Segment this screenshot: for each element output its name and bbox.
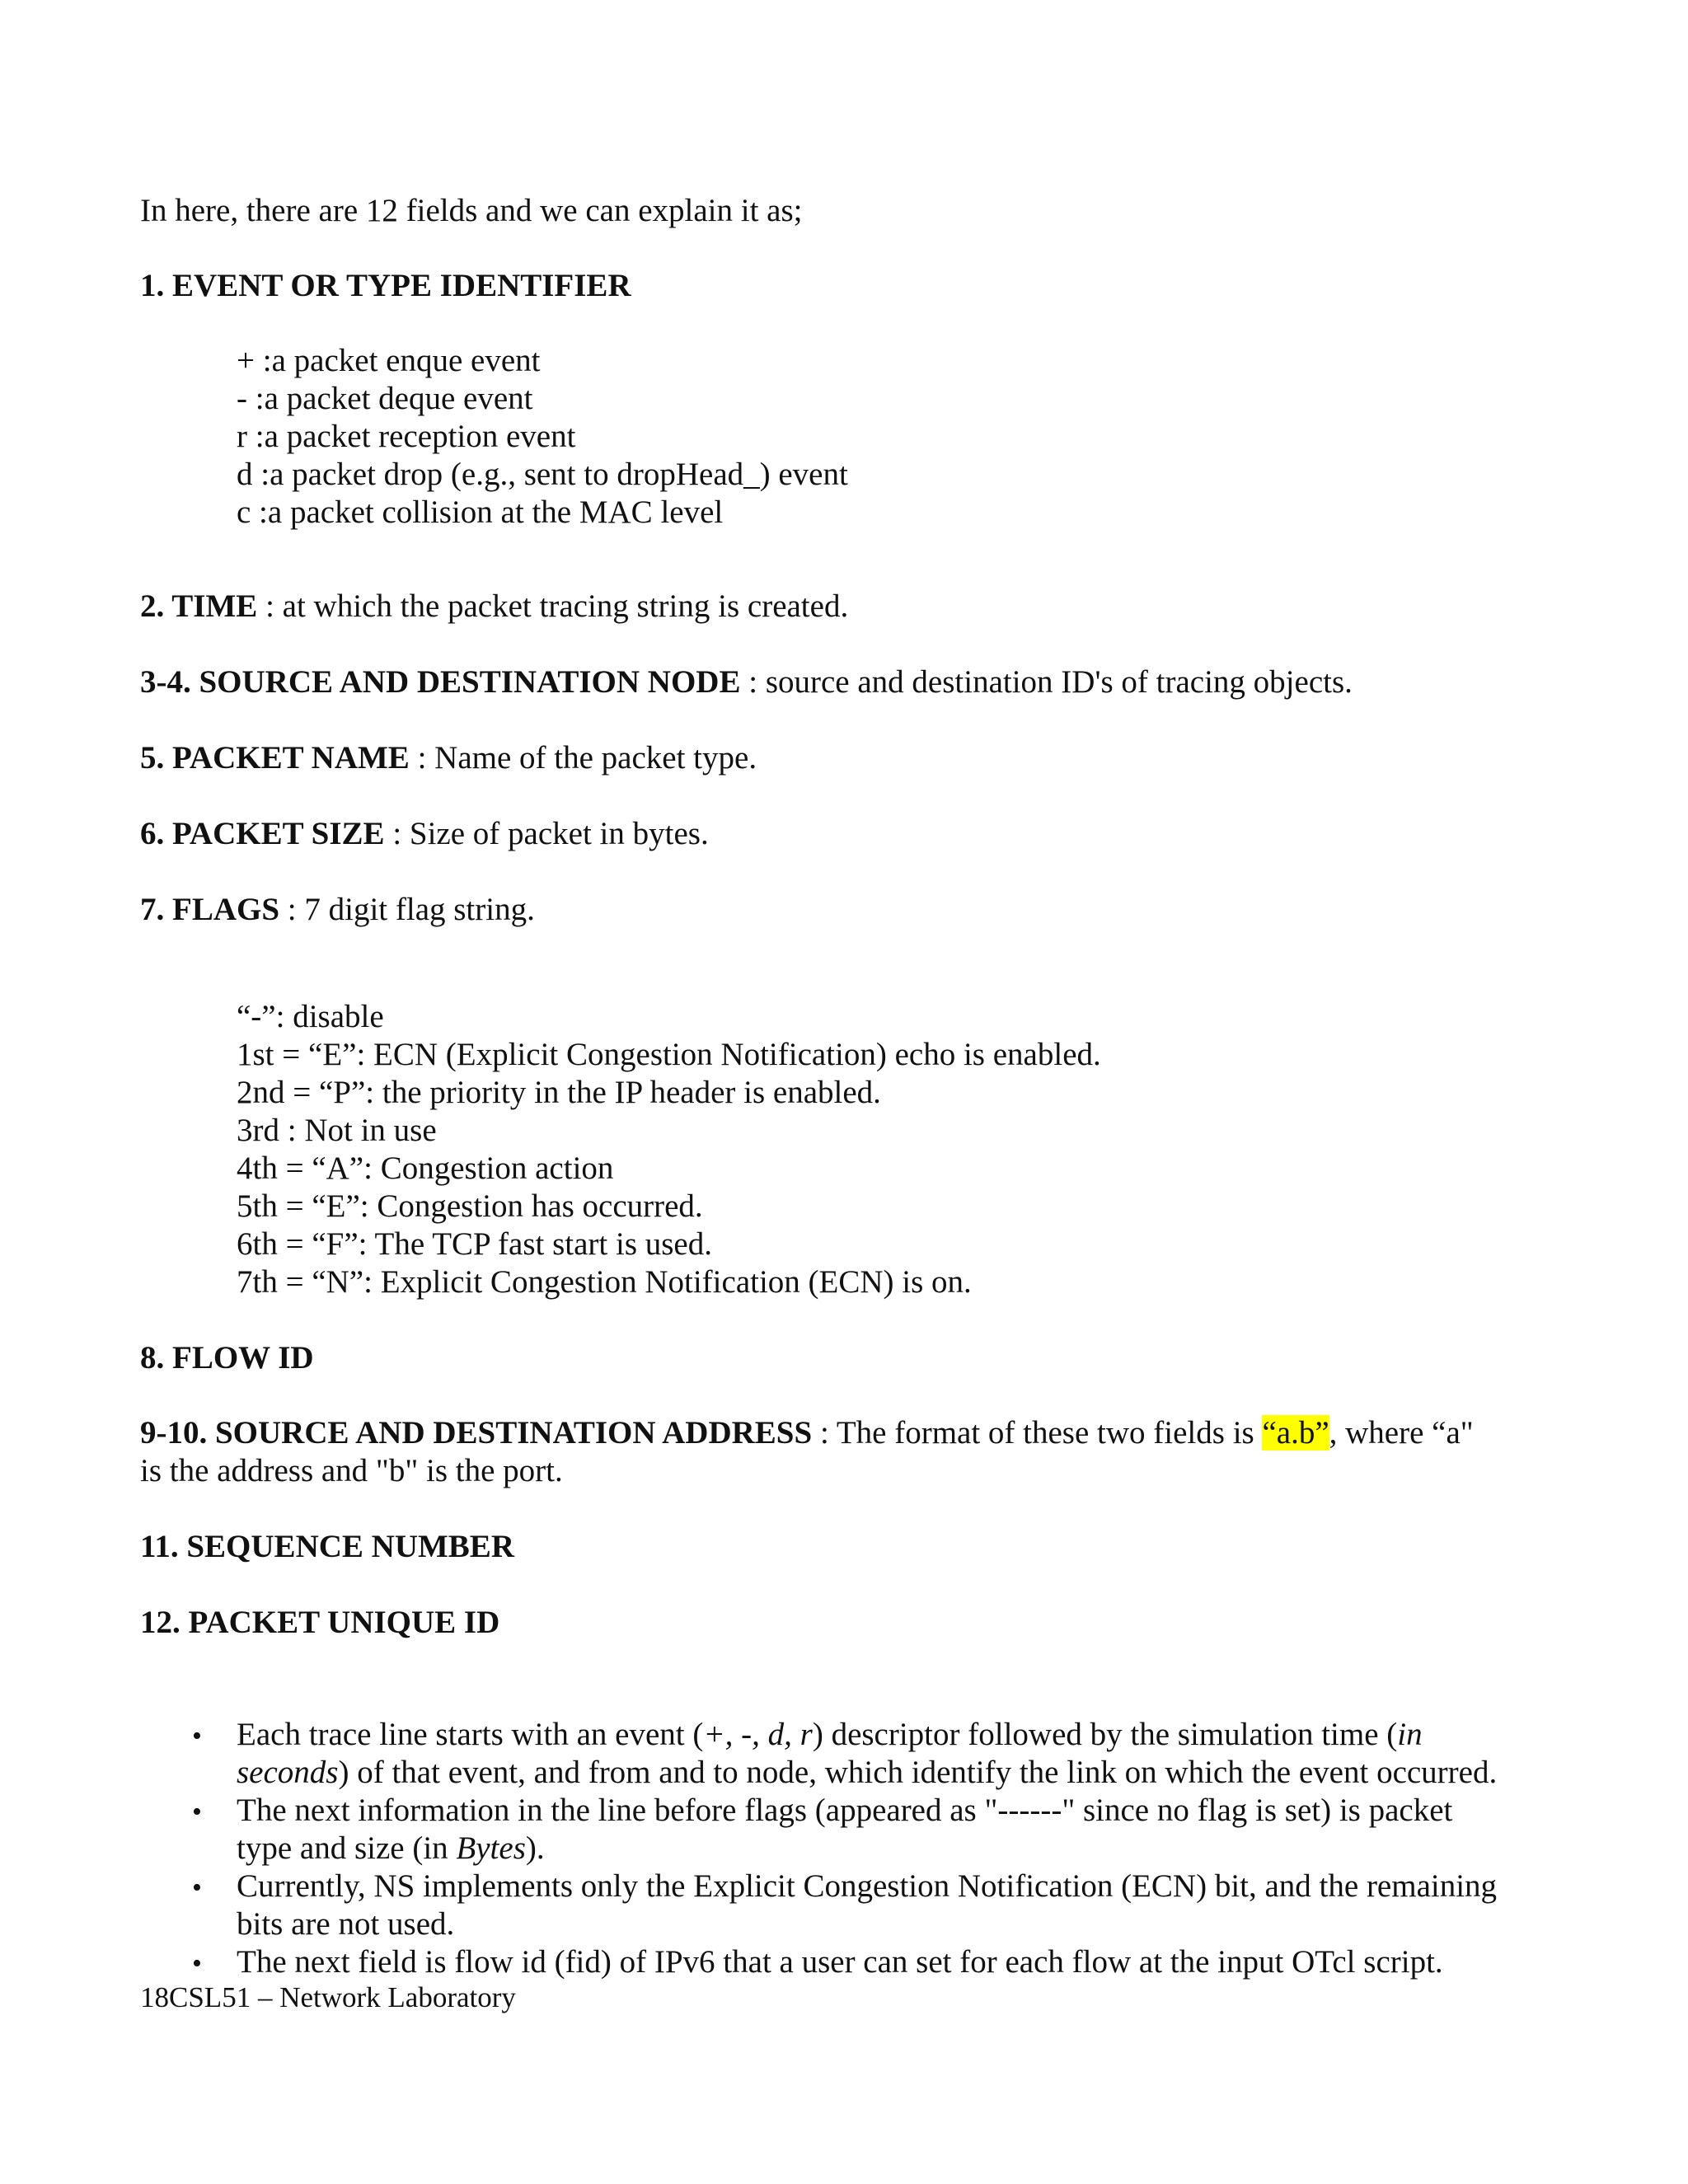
section-12: 12. PACKET UNIQUE ID (140, 1605, 500, 1640)
section-3-4: 3-4. SOURCE AND DESTINATION NODE : source and destination ID's of tracing objects. (140, 664, 1353, 700)
bullet-4-line1: The next field is flow id (fid) of IPv6 that a user can set for each flow at the input OTcl script. (237, 1944, 1443, 1980)
section-6: 6. PACKET SIZE : Size of packet in bytes. (140, 816, 709, 851)
section-7: 7. FLAGS : 7 digit flag string. (140, 892, 535, 927)
bullet-icon: • (192, 1797, 202, 1827)
bullet-3-line1: Currently, NS implements only the Explicit Congestion Notification (ECN) bit, and the remaining (237, 1868, 1498, 1904)
intro-text: In here, there are 12 fields and we can explain it as; (140, 193, 803, 228)
highlight-ab: “a.b” (1262, 1415, 1329, 1451)
bullet-2-line1: The next information in the line before flags (appeared as "------" since no flag is set) is packet (237, 1793, 1453, 1828)
flag-5th: 5th = “E”: Congestion has occurred. (237, 1188, 703, 1224)
section-2: 2. TIME : at which the packet tracing string is created. (140, 588, 849, 624)
flag-1st: 1st = “E”: ECN (Explicit Congestion Notification) echo is enabled. (237, 1037, 1101, 1072)
section-11: 11. SEQUENCE NUMBER (140, 1529, 514, 1564)
bullet-1-line2: seconds) of that event, and from and to node, which identify the link on which the event occurred. (237, 1755, 1498, 1790)
bullet-icon: • (192, 1948, 202, 1979)
bullet-2-line2: type and size (in Bytes). (237, 1830, 545, 1866)
bullet-3-line2: bits are not used. (237, 1906, 455, 1942)
flag-4th: 4th = “A”: Congestion action (237, 1151, 614, 1186)
event-drop: d :a packet drop (e.g., sent to dropHead_) event (237, 457, 848, 492)
section-9-10: 9-10. SOURCE AND DESTINATION ADDRESS : The format of these two fields is “a.b”, where “a" (140, 1415, 1474, 1451)
section-9-10-line2: is the address and "b" is the port. (140, 1453, 563, 1488)
flag-6th: 6th = “F”: The TCP fast start is used. (237, 1226, 712, 1262)
event-enque: + :a packet enque event (237, 343, 541, 378)
flag-disable: “-”: disable (237, 999, 384, 1034)
event-deque: - :a packet deque event (237, 381, 533, 416)
bullet-icon: • (192, 1721, 202, 1751)
bullet-icon: • (192, 1872, 202, 1903)
event-collision: c :a packet collision at the MAC level (237, 494, 724, 530)
flag-3rd: 3rd : Not in use (237, 1113, 437, 1148)
section-5: 5. PACKET NAME : Name of the packet type. (140, 740, 757, 776)
bullet-1-line1: Each trace line starts with an event (+, -, d, r) descriptor followed by the simulation time (in (237, 1717, 1423, 1752)
section-1-heading: 1. EVENT OR TYPE IDENTIFIER (140, 268, 631, 303)
page-footer: 18CSL51 – Network Laboratory (140, 1981, 516, 2013)
section-8: 8. FLOW ID (140, 1340, 314, 1376)
event-reception: r :a packet reception event (237, 419, 576, 454)
flag-2nd: 2nd = “P”: the priority in the IP header is enabled. (237, 1075, 881, 1110)
flag-7th: 7th = “N”: Explicit Congestion Notification (ECN) is on. (237, 1264, 972, 1300)
